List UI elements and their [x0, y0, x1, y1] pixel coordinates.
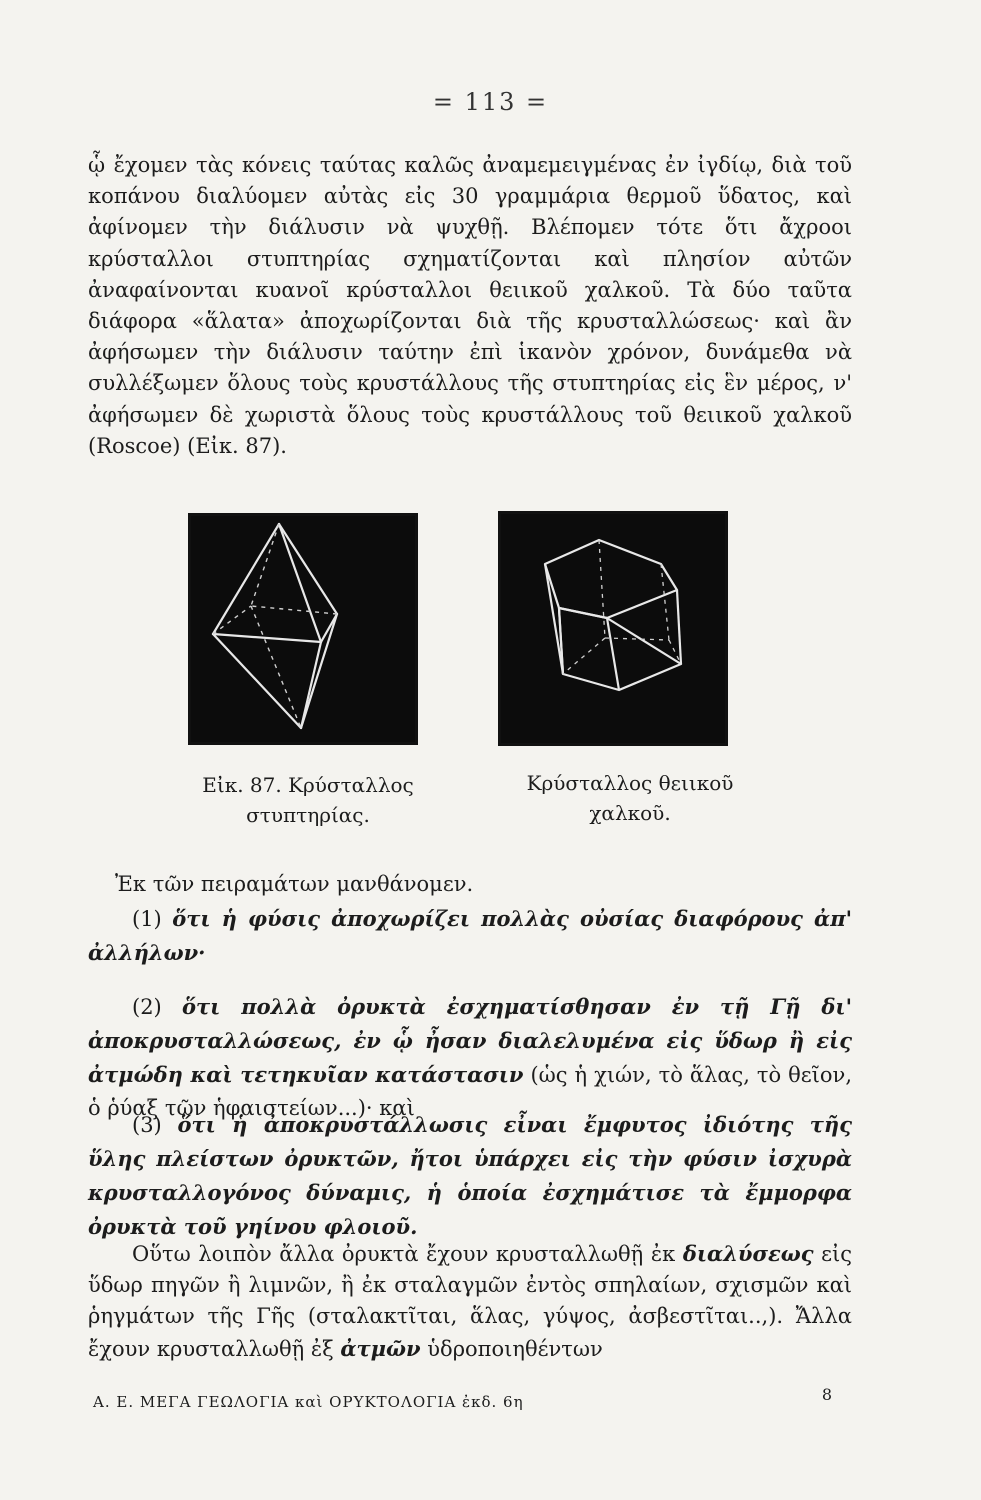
figure-caption-left: Εἰκ. 87. Κρύσταλλος στυπτηρίας.: [202, 773, 414, 827]
item-number: (2): [132, 995, 162, 1019]
paragraph-2-text-a: Οὕτω λοιπὸν ἄλλα ὀρυκτὰ ἔχουν κρυσταλλωθῇ ἐκ: [132, 1242, 683, 1266]
item-bold-text: ὅτι ἡ ἀποκρυστάλλωσις εἶναι ἔμφυτος ἰδιότης τῆς ὕλης πλείστων ὀρυκτῶν, ἤτοι ὑπάρχει εἰς τὴν φύσιν ἰσχυρὰ κρυσταλλογόνος δύναμις, ἡ ὁποία ἐσχημάτισε τὰ ἔμμορφα ὀρυκτὰ τοῦ γηίνου φλοιοῦ.: [88, 1112, 852, 1239]
item-text: (ὡς ἡ χιών, τὸ ἅλας, τὸ θεῖον, ὁ ῥύαξ τῶν ἡφαιστείων...)· καὶ: [88, 1063, 852, 1120]
footer-book-title: Α. Ε. ΜΕΓΑ ΓΕΩΛΟΓΙΑ καὶ ΟΡΥΚΤΟΛΟΓΙΑ ἐκδ. 6η: [93, 1393, 524, 1411]
lead-sentence: Ἐκ τῶν πειραμάτων μανθάνομεν.: [115, 872, 474, 896]
item-bold-text: ὅτι πολλὰ ὀρυκτὰ ἐσχηματίσθησαν ἐν τῇ Γῇ δι' ἀποκρυσταλλώσεως, ἐν ᾧ ἦσαν διαλελυμένα εἰς ὕδωρ ἢ εἰς ἀτμώδη καὶ τετηκυῖαν κατάστασιν: [88, 994, 852, 1087]
list-item: [88, 902, 852, 970]
octahedron-drawing: [191, 516, 415, 742]
paragraph-2-bold-a: διαλύσεως: [682, 1241, 814, 1266]
page-number: = 113 =: [432, 88, 549, 116]
paragraph-2-bold-b: ἀτμῶν: [340, 1335, 421, 1361]
paragraph-1: ᾧ ἔχομεν τὰς κόνεις ταύτας καλῶς ἀναμεμειγμένας ἐν ἰγδίῳ, διὰ τοῦ κοπάνου διαλύομεν αὐτὰς εἰς 30 γραμμάρια θερμοῦ ὕδατος, καὶ ἀφίνομεν τὴν διάλυσιν νὰ ψυχθῇ. Βλέπομεν τότε ὅτι ἄχροοι κρύσταλλοι στυπτηρίας σχηματίζονται καὶ πλησίον αὐτῶν ἀναφαίνονται κυανοῖ κρύσταλλοι θειικοῦ χαλκοῦ. Τὰ δύο ταῦτα διάφορα «ἅλατα» ἀποχωρίζονται διὰ τῆς κρυσταλλώσεως· καὶ ἂν ἀφήσωμεν τὴν διάλυσιν ταύτην ἐπὶ ἱκανὸν χρόνον, δυνάμεθα νὰ συλλέξωμεν ὅλους τοὺς κρυστάλλους τῆς στυπτηρίας εἰς ἓν μέρος, ν' ἀφήσωμεν δὲ χωριστὰ ὅλους τοὺς κρυστάλλους τοῦ θειικοῦ χαλκοῦ (Roscoe) (Εἰκ. 87).: [88, 153, 852, 458]
paragraph-2-text-b: εἰς ὕδωρ πηγῶν ἢ λιμνῶν, ἢ ἐκ σταλαγμῶν ἐντὸς σπηλαίων, σχισμῶν καὶ ῥηγμάτων τῆς Γῆς (σταλακτῖται, ἅλας, γύψος, ἀσβεστῖται..,). Ἄλλα ἔχουν κρυσταλλωθῇ ἐξ: [88, 1242, 852, 1361]
item-number: (1): [132, 907, 162, 931]
footer-signature: 8: [821, 1385, 833, 1404]
figure-alum-crystal: [188, 513, 418, 745]
paragraph-2: [88, 1238, 852, 1365]
figure-copper-sulfate-crystal: [498, 511, 728, 746]
paragraph-2-text-c: ὑδροποιηθέντων: [420, 1336, 603, 1361]
item-number: (3): [132, 1113, 162, 1137]
prism-drawing: [501, 514, 725, 743]
item-bold-text: ὅτι ἡ φύσις ἀποχωρίζει πολλὰς οὐσίας διαφόρους ἀπ' ἀλλήλων·: [88, 906, 852, 965]
list-item: [88, 990, 852, 1125]
figure-caption-right: Κρύσταλλος θειικοῦ χαλκοῦ.: [526, 771, 734, 825]
list-item: [88, 1108, 852, 1244]
